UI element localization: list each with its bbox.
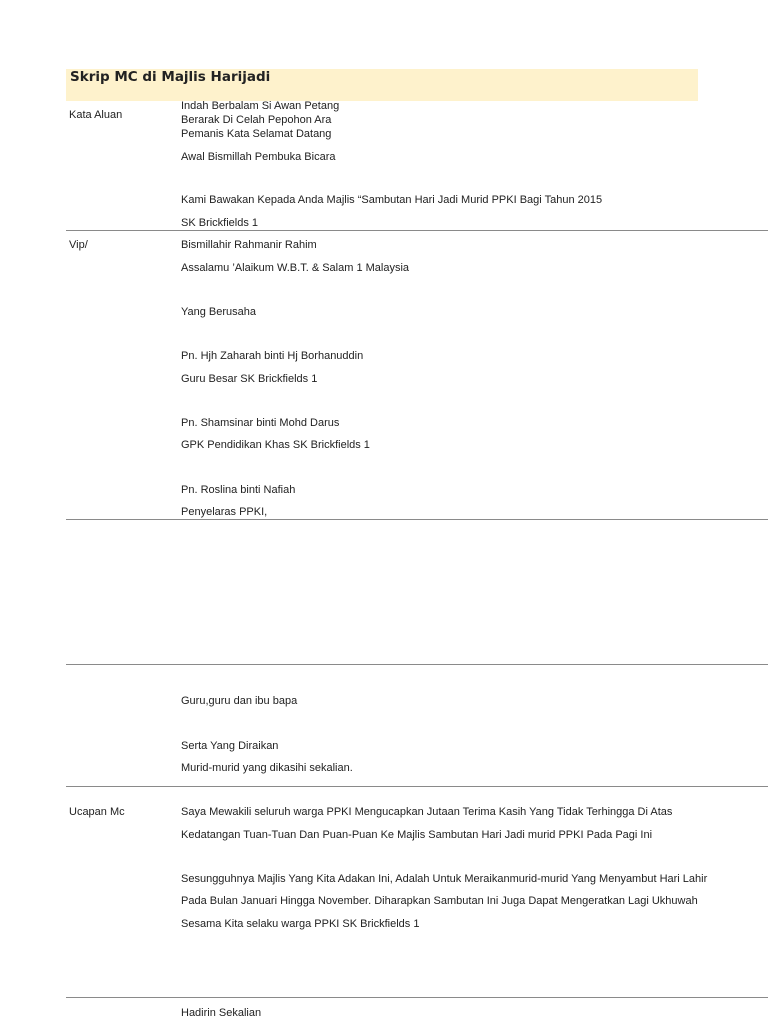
kata-aluan-line: Awal Bismillah Pembuka Bicara (181, 151, 336, 163)
ucapan-line: Sesama Kita selaku warga PPKI SK Brickfields 1 (181, 918, 420, 930)
closing-line: Hadirin Sekalian (181, 1007, 262, 1019)
section-divider (66, 230, 768, 231)
kata-aluan-line: Berarak Di Celah Pepohon Ara (181, 114, 332, 126)
vip-line: Pn. Hjh Zaharah binti Hj Borhanuddin (181, 350, 364, 362)
guests-line: Serta Yang Diraikan (181, 740, 279, 752)
section-divider (66, 664, 768, 665)
section-divider (66, 519, 768, 520)
vip-line: Yang Berusaha (181, 306, 257, 318)
label-vip: Vip/ (69, 239, 88, 251)
ucapan-line: Sesungguhnya Majlis Yang Kita Adakan Ini, Adalah Untuk Meraikanmurid-murid Yang Menyambut Hari Lahir (181, 873, 708, 885)
vip-line: Pn. Shamsinar binti Mohd Darus (181, 417, 340, 429)
document-title-bar (66, 69, 698, 101)
vip-line: Guru Besar SK Brickfields 1 (181, 373, 318, 385)
vip-line: Bismillahir Rahmanir Rahim (181, 239, 317, 251)
section-divider (66, 997, 768, 998)
vip-line: GPK Pendidikan Khas SK Brickfields 1 (181, 439, 370, 451)
section-divider (66, 786, 768, 787)
kata-aluan-line: SK Brickfields 1 (181, 217, 259, 229)
vip-line: Penyelaras PPKI, (181, 506, 268, 518)
kata-aluan-line: Pemanis Kata Selamat Datang (181, 128, 332, 140)
guests-line: Guru,guru dan ibu bapa (181, 695, 298, 707)
vip-line: Assalamu ’Alaikum W.B.T. & Salam 1 Malaysia (181, 262, 410, 274)
ucapan-line: Kedatangan Tuan-Tuan Dan Puan-Puan Ke Majlis Sambutan Hari Jadi murid PPKI Pada Pagi Ini (181, 829, 653, 841)
ucapan-line: Saya Mewakili seluruh warga PPKI Mengucapkan Jutaan Terima Kasih Yang Tidak Terhingga Di Atas (181, 806, 673, 818)
label-ucapan-mc: Ucapan Mc (69, 806, 125, 818)
ucapan-line: Pada Bulan Januari Hingga November. Diharapkan Sambutan Ini Juga Dapat Mengeratkan Lagi Ukhuwah (181, 895, 698, 907)
kata-aluan-line: Indah Berbalam Si Awan Petang (181, 100, 340, 112)
label-kata-aluan: Kata Aluan (69, 109, 123, 121)
kata-aluan-line: Kami Bawakan Kepada Anda Majlis “Sambutan Hari Jadi Murid PPKI Bagi Tahun 2015 (181, 194, 603, 206)
vip-line: Pn. Roslina binti Nafiah (181, 484, 296, 496)
guests-line: Murid-murid yang dikasihi sekalian. (181, 762, 353, 774)
document-title: Skrip MC di Majlis Harijadi (70, 69, 271, 85)
